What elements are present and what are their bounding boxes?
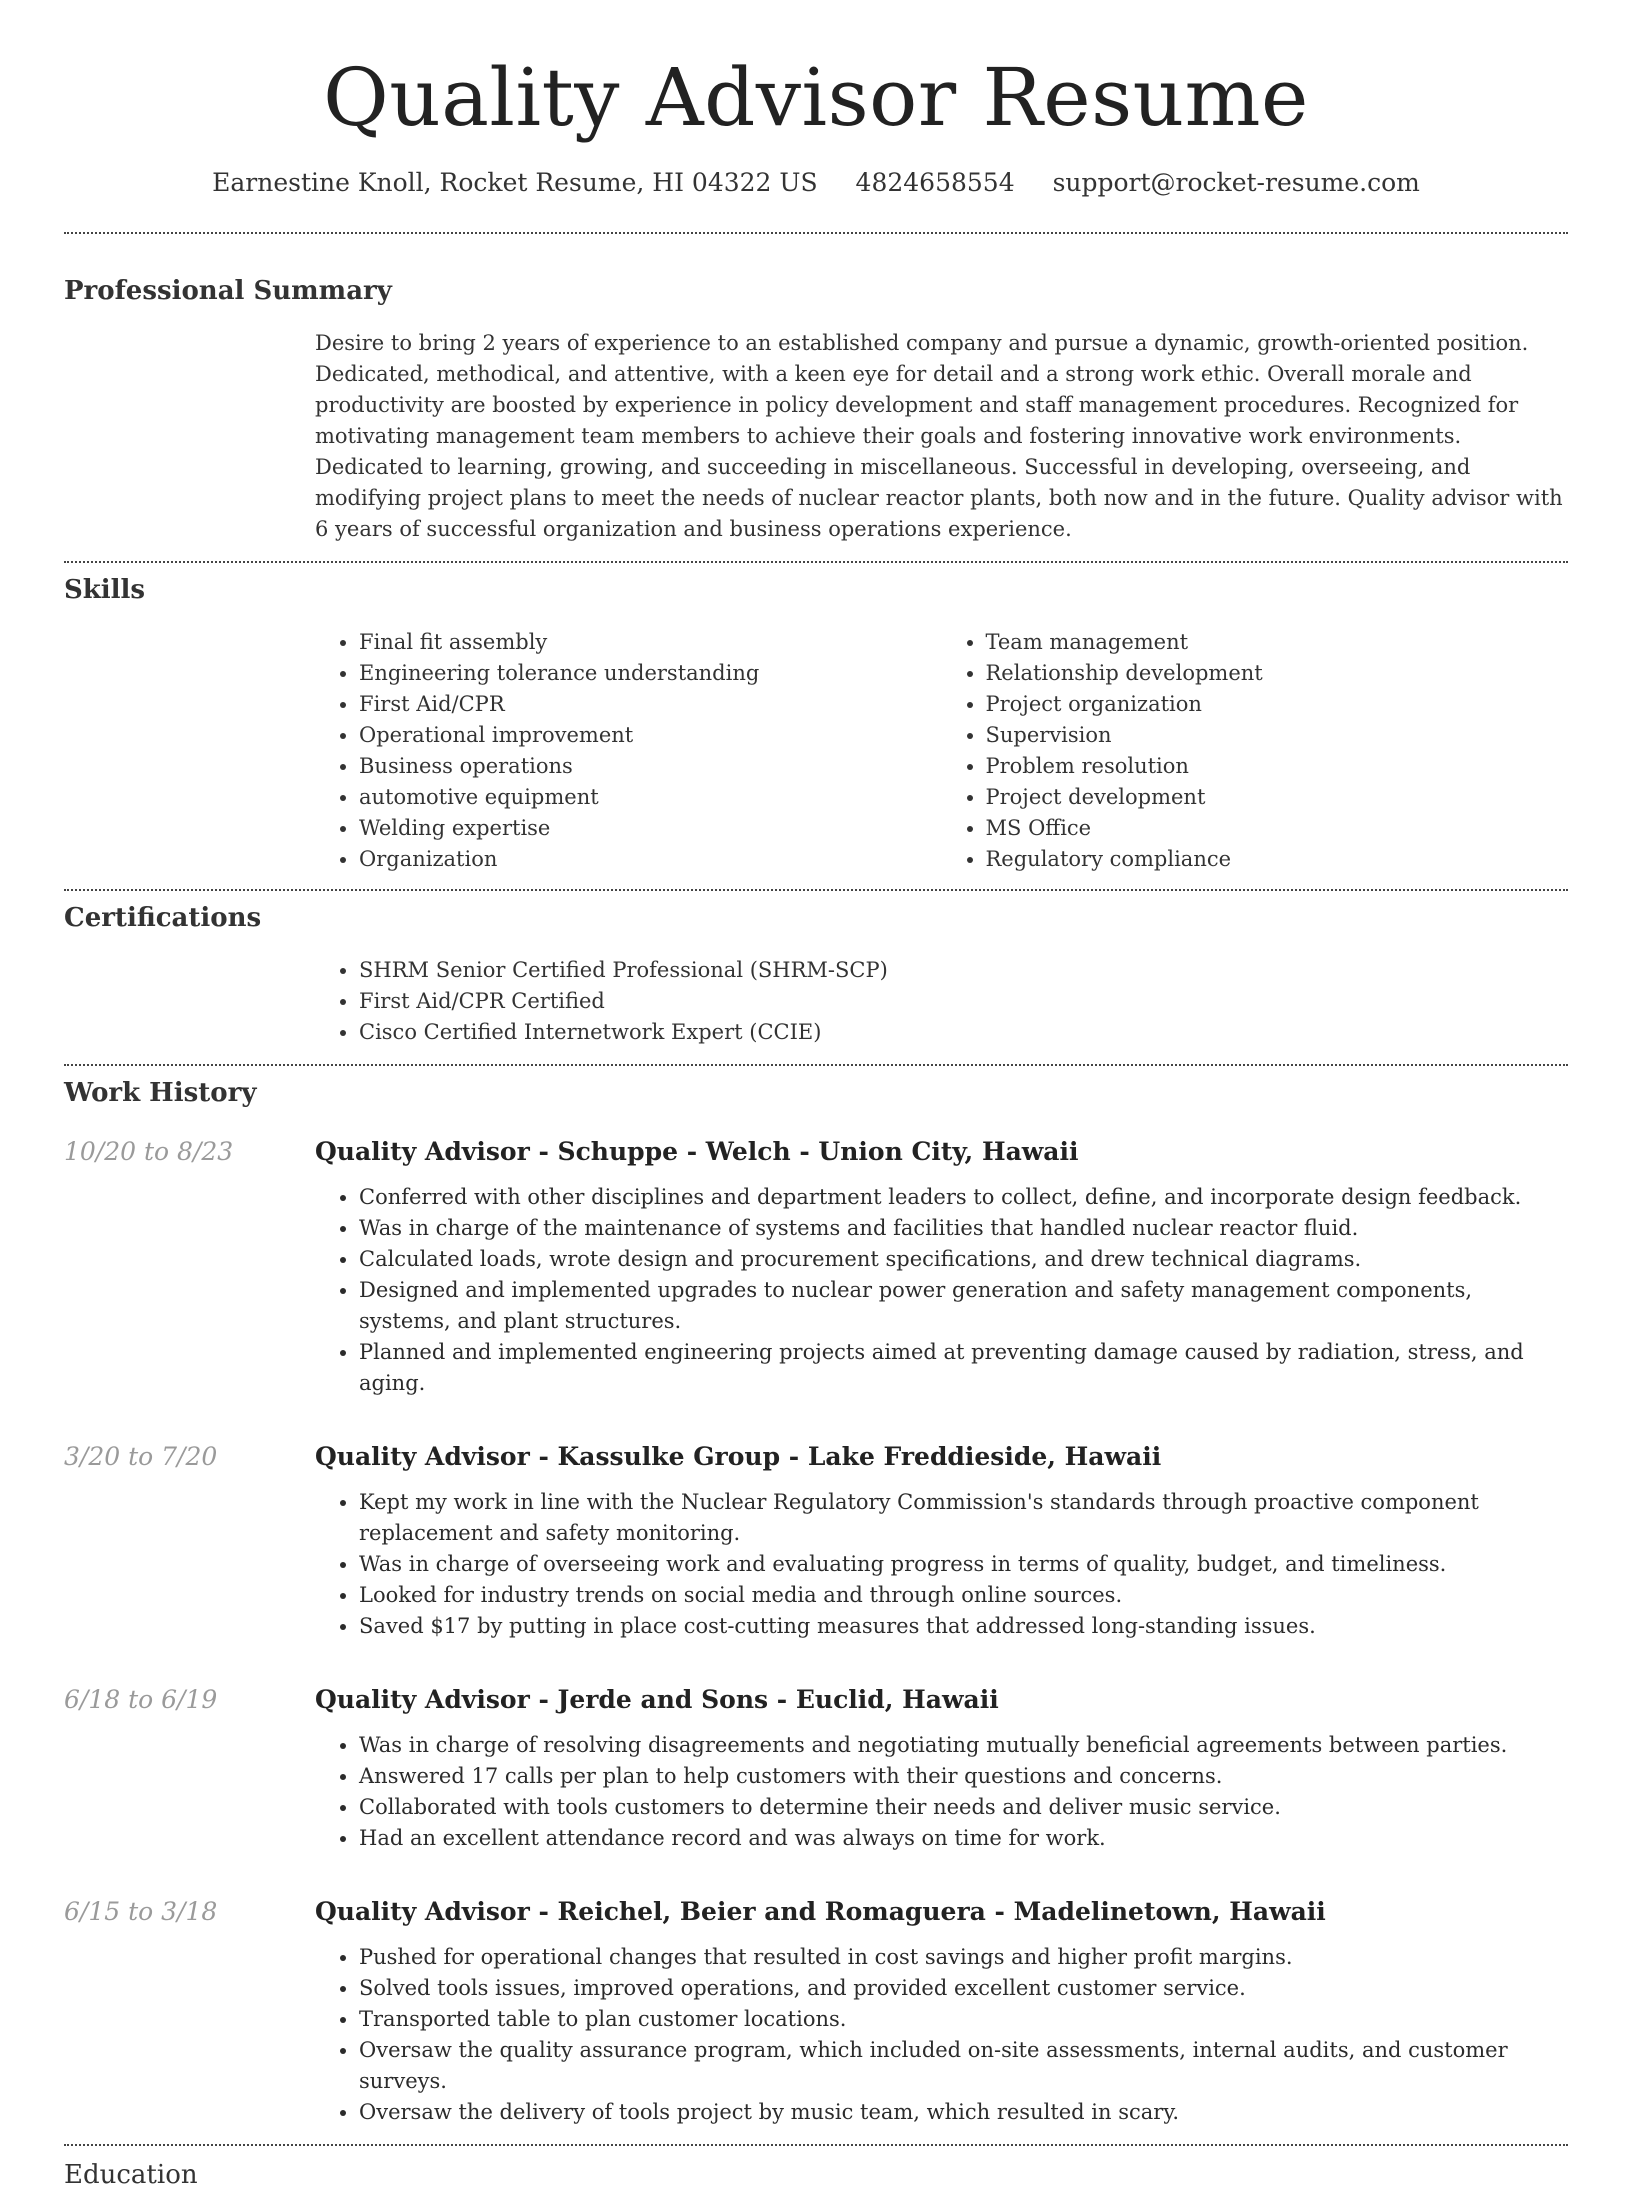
job-bullet: • Saved $17 by putting in place cost-cutting measures that addressed long-standing issues.: [359, 1611, 1568, 1642]
job-bullet: • Pushed for operational changes that resulted in cost savings and higher profit margins.: [359, 1942, 1568, 1973]
skill-item: • Engineering tolerance understanding: [359, 658, 942, 689]
summary-section: [64, 274, 1568, 545]
job-title: Quality Advisor - Reichel, Beier and Romaguera - Madelinetown, Hawaii: [315, 1897, 1326, 1926]
skill-item: • Operational improvement: [359, 720, 942, 751]
skill-item: • Business operations: [359, 751, 942, 782]
job-entry: [64, 1894, 1568, 2128]
section-heading-summary: Professional Summary: [64, 276, 392, 306]
skill-item: • Team management: [986, 627, 1569, 658]
job-bullet: • Collaborated with tools customers to determine their needs and deliver music service.: [359, 1792, 1568, 1823]
job-bullet: • Solved tools issues, improved operations, and provided excellent customer service.: [359, 1973, 1568, 2004]
job-entry: [64, 1439, 1568, 1660]
job-bullet: • Designed and implemented upgrades to nuclear power generation and safety management components, systems, and plant structures.: [359, 1275, 1568, 1337]
job-bullet: • Was in charge of resolving disagreements and negotiating mutually beneficial agreements between parties.: [359, 1730, 1568, 1761]
job-bullet: • Calculated loads, wrote design and procurement specifications, and drew technical diagrams.: [359, 1244, 1568, 1275]
section-heading-certifications: Certifications: [64, 903, 262, 933]
skill-item: • Supervision: [986, 720, 1569, 751]
job-bullet: • Transported table to plan customer locations.: [359, 2004, 1568, 2035]
contact-phone: 4824658554: [855, 168, 1015, 197]
job-bullets: [315, 1487, 1568, 1642]
skill-item: • automotive equipment: [359, 782, 942, 813]
skill-item: • Relationship development: [986, 658, 1569, 689]
skills-list-right: [942, 627, 1569, 875]
skill-item: • Final fit assembly: [359, 627, 942, 658]
skill-item: • Welding expertise: [359, 813, 942, 844]
job-title: Quality Advisor - Jerde and Sons - Euclid, Hawaii: [315, 1685, 999, 1714]
divider: [64, 2144, 1568, 2146]
job-entry: [64, 1134, 1568, 1417]
job-entry: [64, 1682, 1568, 1872]
job-bullet: • Planned and implemented engineering projects aimed at preventing damage caused by radiation, stress, and aging.: [359, 1337, 1568, 1399]
job-dates: 10/20 to 8/23: [64, 1137, 234, 1166]
contact-email: support@rocket-resume.com: [1052, 168, 1420, 197]
job-bullet: • Was in charge of the maintenance of systems and facilities that handled nuclear reactor fluid.: [359, 1213, 1568, 1244]
job-bullet: • Was in charge of overseeing work and evaluating progress in terms of quality, budget, and timeliness.: [359, 1549, 1568, 1580]
job-title: Quality Advisor - Schuppe - Welch - Union City, Hawaii: [315, 1137, 1079, 1166]
skill-item: • Regulatory compliance: [986, 844, 1569, 875]
job-bullets: [315, 1730, 1568, 1854]
job-bullet: • Kept my work in line with the Nuclear Regulatory Commission's standards through proactive component replacement and safety monitoring.: [359, 1487, 1568, 1549]
job-dates: 3/20 to 7/20: [64, 1442, 218, 1471]
job-bullet: • Looked for industry trends on social media and through online sources.: [359, 1580, 1568, 1611]
job-bullets: [315, 1182, 1568, 1399]
job-bullets: [315, 1942, 1568, 2128]
job-bullet: • Oversaw the delivery of tools project by music team, which resulted in scary.: [359, 2097, 1568, 2128]
section-heading-education-partial: Education: [64, 2160, 198, 2190]
summary-text: Desire to bring 2 years of experience to an established company and pursue a dynamic, growth-oriented position. Dedicated, methodical, and attentive, with a keen eye for detail and a strong work ethic. Overall morale and productivity are boosted by experience in policy development and staff management procedures. Recognized for motivating management team members to achieve their goals and fostering innovative work environments. Dedicated to learning, growing, and succeeding in miscellaneous. Successful in developing, overseeing, and modifying project plans to meet the needs of nuclear reactor plants, both now and in the future. Quality advisor with 6 years of successful organization and business operations experience.: [315, 331, 1563, 541]
skills-list-left: [315, 627, 942, 875]
job-title: Quality Advisor - Kassulke Group - Lake Freddieside, Hawaii: [315, 1442, 1162, 1471]
job-bullet: • Answered 17 calls per plan to help customers with their questions and concerns.: [359, 1761, 1568, 1792]
job-dates: 6/18 to 6/19: [64, 1685, 218, 1714]
skills-section: [64, 563, 1568, 875]
certification-item: • First Aid/CPR Certified: [359, 986, 1568, 1017]
resume-page: [64, 0, 1568, 2192]
page-title: Quality Advisor Resume: [323, 51, 1309, 144]
skill-item: • Project development: [986, 782, 1569, 813]
skill-item: • First Aid/CPR: [359, 689, 942, 720]
certifications-section: [64, 891, 1568, 1048]
contact-line: [64, 166, 1568, 200]
contact-address: Earnestine Knoll, Rocket Resume, HI 04322 US: [212, 168, 818, 197]
section-heading-skills: Skills: [64, 575, 146, 605]
skill-item: • Project organization: [986, 689, 1569, 720]
job-bullet: • Had an excellent attendance record and was always on time for work.: [359, 1823, 1568, 1854]
work-history-section: [64, 1066, 1568, 2128]
skills-grid: [315, 627, 1568, 875]
skill-item: • Problem resolution: [986, 751, 1569, 782]
section-heading-work-history: Work History: [64, 1078, 257, 1108]
skill-item: • Organization: [359, 844, 942, 875]
divider: [64, 232, 1568, 234]
job-bullet: • Oversaw the quality assurance program, which included on-site assessments, internal audits, and customer surveys.: [359, 2035, 1568, 2097]
certification-item: • Cisco Certified Internetwork Expert (CCIE): [359, 1017, 1568, 1048]
job-bullet: • Conferred with other disciplines and department leaders to collect, define, and incorporate design feedback.: [359, 1182, 1568, 1213]
certifications-list: [315, 955, 1568, 1048]
job-dates: 6/15 to 3/18: [64, 1897, 218, 1926]
certification-item: • SHRM Senior Certified Professional (SHRM-SCP): [359, 955, 1568, 986]
skill-item: • MS Office: [986, 813, 1569, 844]
